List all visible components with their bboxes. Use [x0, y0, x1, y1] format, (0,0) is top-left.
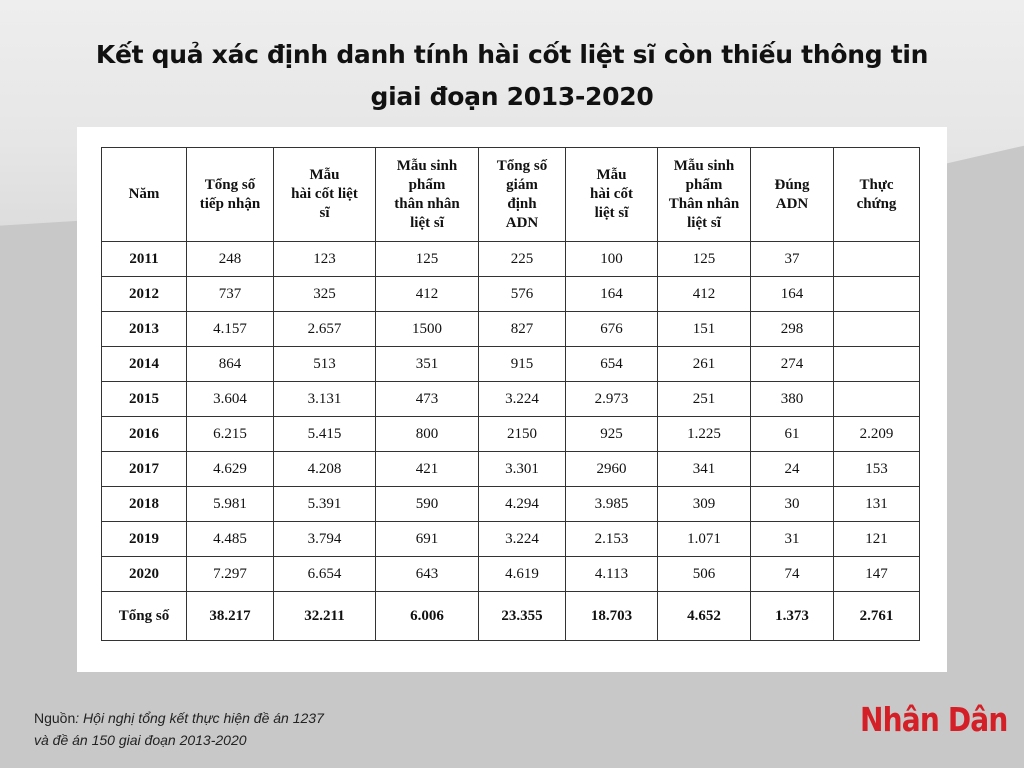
value-cell: 590: [376, 487, 479, 522]
column-header-line: sĩ: [319, 205, 330, 221]
year-cell: 2012: [102, 277, 187, 312]
column-header-line: thân nhân: [394, 195, 460, 212]
column-header: [479, 148, 566, 242]
value-cell: 225: [479, 242, 566, 277]
value-cell: 513: [274, 347, 376, 382]
value-cell: [834, 347, 920, 382]
value-cell: 864: [187, 347, 274, 382]
column-header-line: định: [507, 195, 537, 212]
total-value-cell: 32.211: [274, 592, 376, 641]
table-body: [102, 242, 920, 641]
table-row: [102, 522, 920, 557]
data-table: [101, 147, 920, 641]
source-line-1: : Hội nghị tổng kết thực hiện đề án 1237: [75, 710, 324, 726]
column-header-line: ADN: [775, 195, 809, 212]
value-cell: 341: [658, 452, 751, 487]
column-header-line: phẩm: [408, 176, 446, 193]
value-cell: 251: [658, 382, 751, 417]
column-header-line: tiếp nhận: [199, 195, 261, 212]
value-cell: 147: [834, 557, 920, 592]
value-cell: 325: [274, 277, 376, 312]
value-cell: 164: [566, 277, 658, 312]
column-header-line: Mẫu: [596, 167, 627, 183]
column-header: [274, 148, 376, 242]
column-header-line: liệt sĩ: [687, 214, 721, 231]
value-cell: 4.208: [274, 452, 376, 487]
value-cell: 274: [751, 347, 834, 382]
value-cell: 6.215: [187, 417, 274, 452]
year-cell: 2014: [102, 347, 187, 382]
value-cell: 473: [376, 382, 479, 417]
page-title: [0, 34, 1024, 118]
year-cell: 2015: [102, 382, 187, 417]
column-header-line: ADN: [505, 214, 539, 231]
column-header: [658, 148, 751, 242]
value-cell: 6.654: [274, 557, 376, 592]
value-cell: 3.224: [479, 522, 566, 557]
value-cell: 164: [751, 277, 834, 312]
value-cell: 380: [751, 382, 834, 417]
column-header: [102, 148, 187, 242]
value-cell: 2.153: [566, 522, 658, 557]
column-header: [187, 148, 274, 242]
source-prefix: Nguồn: [34, 710, 76, 726]
column-header-line: Mẫu: [309, 167, 340, 183]
value-cell: 351: [376, 347, 479, 382]
value-cell: 4.294: [479, 487, 566, 522]
value-cell: 3.794: [274, 522, 376, 557]
value-cell: 412: [658, 277, 751, 312]
value-cell: 1500: [376, 312, 479, 347]
total-value-cell: 23.355: [479, 592, 566, 641]
column-header-line: Tổng số: [496, 157, 548, 174]
table-row: [102, 347, 920, 382]
value-cell: 4.157: [187, 312, 274, 347]
title-line-1: Kết quả xác định danh tính hài cốt liệt sĩ còn thiếu thông tin: [95, 40, 929, 69]
value-cell: 309: [658, 487, 751, 522]
value-cell: 153: [834, 452, 920, 487]
year-cell: 2019: [102, 522, 187, 557]
value-cell: 3.224: [479, 382, 566, 417]
value-cell: 30: [751, 487, 834, 522]
value-cell: 2.973: [566, 382, 658, 417]
value-cell: 4.619: [479, 557, 566, 592]
total-row: [102, 592, 920, 641]
nhan-dan-logo: Nhân Dân: [860, 700, 1008, 739]
column-header-line: Tổng số: [204, 176, 256, 193]
value-cell: 261: [658, 347, 751, 382]
column-header: [751, 148, 834, 242]
column-header-line: Mẫu sinh: [673, 157, 735, 174]
column-header-line: liệt sĩ: [594, 205, 629, 221]
value-cell: 915: [479, 347, 566, 382]
year-cell: 2020: [102, 557, 187, 592]
value-cell: 2960: [566, 452, 658, 487]
value-cell: 4.113: [566, 557, 658, 592]
value-cell: 74: [751, 557, 834, 592]
table-header-row: [102, 148, 920, 242]
source-note: [34, 707, 324, 751]
table-card: [77, 127, 947, 672]
value-cell: 925: [566, 417, 658, 452]
value-cell: 412: [376, 277, 479, 312]
value-cell: 131: [834, 487, 920, 522]
value-cell: 654: [566, 347, 658, 382]
value-cell: 5.415: [274, 417, 376, 452]
column-header-line: giám: [506, 176, 538, 193]
table-row: [102, 557, 920, 592]
value-cell: 827: [479, 312, 566, 347]
value-cell: 5.981: [187, 487, 274, 522]
value-cell: 737: [187, 277, 274, 312]
table-row: [102, 452, 920, 487]
value-cell: 421: [376, 452, 479, 487]
total-value-cell: 18.703: [566, 592, 658, 641]
value-cell: 123: [274, 242, 376, 277]
table-row: [102, 487, 920, 522]
column-header-line: Thực: [859, 176, 894, 193]
value-cell: 2150: [479, 417, 566, 452]
value-cell: 24: [751, 452, 834, 487]
value-cell: 506: [658, 557, 751, 592]
table-row: [102, 382, 920, 417]
value-cell: 3.131: [274, 382, 376, 417]
value-cell: 298: [751, 312, 834, 347]
value-cell: [834, 312, 920, 347]
year-cell: 2017: [102, 452, 187, 487]
value-cell: 31: [751, 522, 834, 557]
source-line-2: và đề án 150 giai đoạn 2013-2020: [34, 732, 247, 748]
value-cell: 248: [187, 242, 274, 277]
total-value-cell: 6.006: [376, 592, 479, 641]
value-cell: [834, 242, 920, 277]
column-header-line: chứng: [856, 195, 897, 212]
value-cell: 151: [658, 312, 751, 347]
column-header-line: hài cốt: [590, 186, 633, 202]
value-cell: 2.657: [274, 312, 376, 347]
value-cell: 4.485: [187, 522, 274, 557]
value-cell: 125: [658, 242, 751, 277]
value-cell: 121: [834, 522, 920, 557]
table-row: [102, 242, 920, 277]
value-cell: 1.225: [658, 417, 751, 452]
column-header-line: phẩm: [685, 176, 723, 193]
column-header-line: Năm: [128, 186, 160, 202]
column-header: [834, 148, 920, 242]
value-cell: 37: [751, 242, 834, 277]
value-cell: [834, 382, 920, 417]
value-cell: 3.604: [187, 382, 274, 417]
value-cell: 5.391: [274, 487, 376, 522]
total-label-cell: Tổng số: [102, 592, 187, 641]
year-cell: 2013: [102, 312, 187, 347]
column-header-line: hài cốt liệt: [291, 186, 358, 202]
total-value-cell: 1.373: [751, 592, 834, 641]
year-cell: 2011: [102, 242, 187, 277]
column-header-line: Mẫu sinh: [396, 157, 458, 174]
value-cell: 1.071: [658, 522, 751, 557]
value-cell: 643: [376, 557, 479, 592]
year-cell: 2018: [102, 487, 187, 522]
column-header: [376, 148, 479, 242]
total-value-cell: 2.761: [834, 592, 920, 641]
value-cell: 691: [376, 522, 479, 557]
value-cell: 61: [751, 417, 834, 452]
table-row: [102, 312, 920, 347]
value-cell: 3.301: [479, 452, 566, 487]
column-header-line: liệt sĩ: [410, 214, 444, 231]
table-row: [102, 417, 920, 452]
value-cell: 4.629: [187, 452, 274, 487]
total-value-cell: 38.217: [187, 592, 274, 641]
year-cell: 2016: [102, 417, 187, 452]
value-cell: 7.297: [187, 557, 274, 592]
title-line-2: giai đoạn 2013-2020: [370, 82, 654, 111]
value-cell: [834, 277, 920, 312]
value-cell: 100: [566, 242, 658, 277]
table-row: [102, 277, 920, 312]
total-value-cell: 4.652: [658, 592, 751, 641]
value-cell: 676: [566, 312, 658, 347]
column-header-line: Đúng: [774, 176, 810, 193]
column-header: [566, 148, 658, 242]
value-cell: 576: [479, 277, 566, 312]
value-cell: 2.209: [834, 417, 920, 452]
value-cell: 800: [376, 417, 479, 452]
column-header-line: Thân nhân: [668, 195, 740, 212]
value-cell: 3.985: [566, 487, 658, 522]
value-cell: 125: [376, 242, 479, 277]
